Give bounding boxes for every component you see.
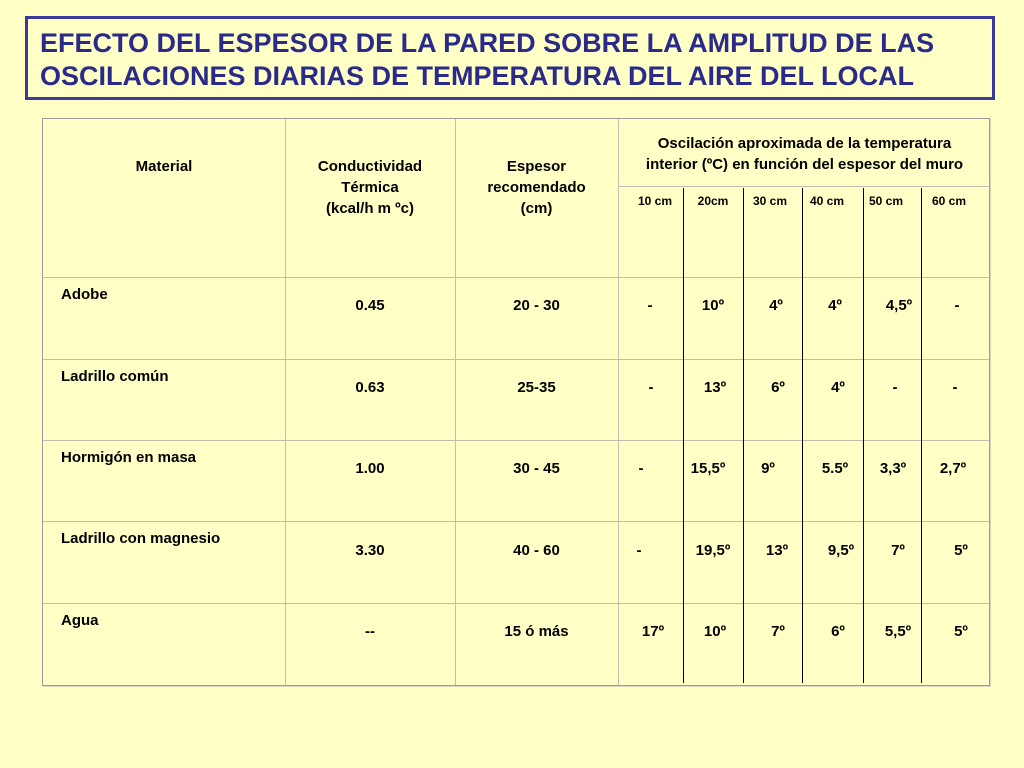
row-material: Agua <box>61 612 99 629</box>
row-espesor: 40 - 60 <box>513 542 560 559</box>
row-value: 19,5º <box>695 542 731 559</box>
row-conductividad: -- <box>365 623 375 640</box>
row-value: 4º <box>828 297 842 314</box>
row-value: - <box>648 379 654 396</box>
header-conductividad-line1: Conductividad <box>317 158 423 175</box>
subcol-divider <box>863 188 864 683</box>
row-conductividad: 0.45 <box>355 297 385 314</box>
title-box <box>25 16 995 100</box>
subheader-60cm: 60 cm <box>931 194 967 208</box>
row-material: Adobe <box>61 286 108 303</box>
row-espesor: 30 - 45 <box>513 460 560 477</box>
row-value: 5º <box>954 623 968 640</box>
row-value: - <box>954 297 960 314</box>
row-conductividad: 1.00 <box>355 460 385 477</box>
header-espesor-line1: Espesor <box>506 158 567 175</box>
header-conductividad-line3: (kcal/h m ºc) <box>325 200 414 217</box>
row-value: 15,5º <box>690 460 726 477</box>
subheader-20cm: 20cm <box>697 194 729 208</box>
row-value: 9,5º <box>827 542 855 559</box>
row-value: 5º <box>954 542 968 559</box>
row-value: 10º <box>701 297 725 314</box>
header-conductividad-line2: Térmica <box>341 179 399 196</box>
subcol-divider <box>683 188 684 683</box>
header-oscilacion <box>618 133 991 175</box>
subheader-30cm: 30 cm <box>752 194 788 208</box>
row-value: - <box>952 379 958 396</box>
subheader-40cm: 40 cm <box>809 194 845 208</box>
row-value: 2,7º <box>939 460 967 477</box>
row-value: - <box>638 460 644 477</box>
title-line-2: OSCILACIONES DIARIAS DE TEMPERATURA DEL AIRE DEL LOCAL <box>40 61 915 91</box>
row-value: 6º <box>771 379 785 396</box>
header-oscilacion-line1: Oscilación aproximada de la temperatura <box>657 135 952 152</box>
row-value: - <box>647 297 653 314</box>
subheader-10cm: 10 cm <box>637 194 673 208</box>
row-material: Ladrillo común <box>61 368 169 385</box>
row-espesor: 20 - 30 <box>513 297 560 314</box>
subheader-50cm: 50 cm <box>868 194 904 208</box>
header-oscilacion-line2: interior (ºC) en función del espesor del muro <box>645 156 964 173</box>
row-divider <box>43 359 989 360</box>
row-divider <box>43 440 989 441</box>
header-conductividad <box>285 156 455 219</box>
subcol-divider <box>743 188 744 683</box>
row-value: 6º <box>831 623 845 640</box>
row-divider <box>43 521 989 522</box>
title-line-1: EFECTO DEL ESPESOR DE LA PARED SOBRE LA AMPLITUD DE LAS <box>40 28 935 58</box>
row-value: - <box>636 542 642 559</box>
row-value: 17º <box>641 623 665 640</box>
header-espesor-line3: (cm) <box>520 200 553 217</box>
subcol-divider <box>921 188 922 683</box>
subcol-divider <box>802 188 803 683</box>
row-value: 13º <box>765 542 789 559</box>
row-divider <box>43 603 989 604</box>
data-table <box>42 118 990 686</box>
row-value: 10º <box>703 623 727 640</box>
row-value: 4,5º <box>885 297 913 314</box>
row-espesor: 25-35 <box>517 379 556 396</box>
row-divider <box>43 277 989 278</box>
row-value: 9º <box>761 460 775 477</box>
row-value: 13º <box>703 379 727 396</box>
row-material: Ladrillo con magnesio <box>61 530 221 547</box>
row-espesor: 15 ó más <box>504 623 569 640</box>
row-conductividad: 0.63 <box>355 379 385 396</box>
row-value: 4º <box>831 379 845 396</box>
row-conductividad: 3.30 <box>355 542 385 559</box>
row-value: 5.5º <box>821 460 849 477</box>
header-espesor <box>455 156 618 219</box>
col-divider <box>618 119 619 685</box>
row-value: - <box>892 379 898 396</box>
row-value: 7º <box>891 542 905 559</box>
row-value: 4º <box>769 297 783 314</box>
row-material: Hormigón en masa <box>61 449 197 466</box>
row-value: 5,5º <box>884 623 912 640</box>
row-value: 3,3º <box>879 460 907 477</box>
row-value: 7º <box>771 623 785 640</box>
subheader-divider <box>618 186 989 187</box>
header-espesor-line2: recomendado <box>487 179 586 196</box>
header-material: Material <box>135 158 193 175</box>
